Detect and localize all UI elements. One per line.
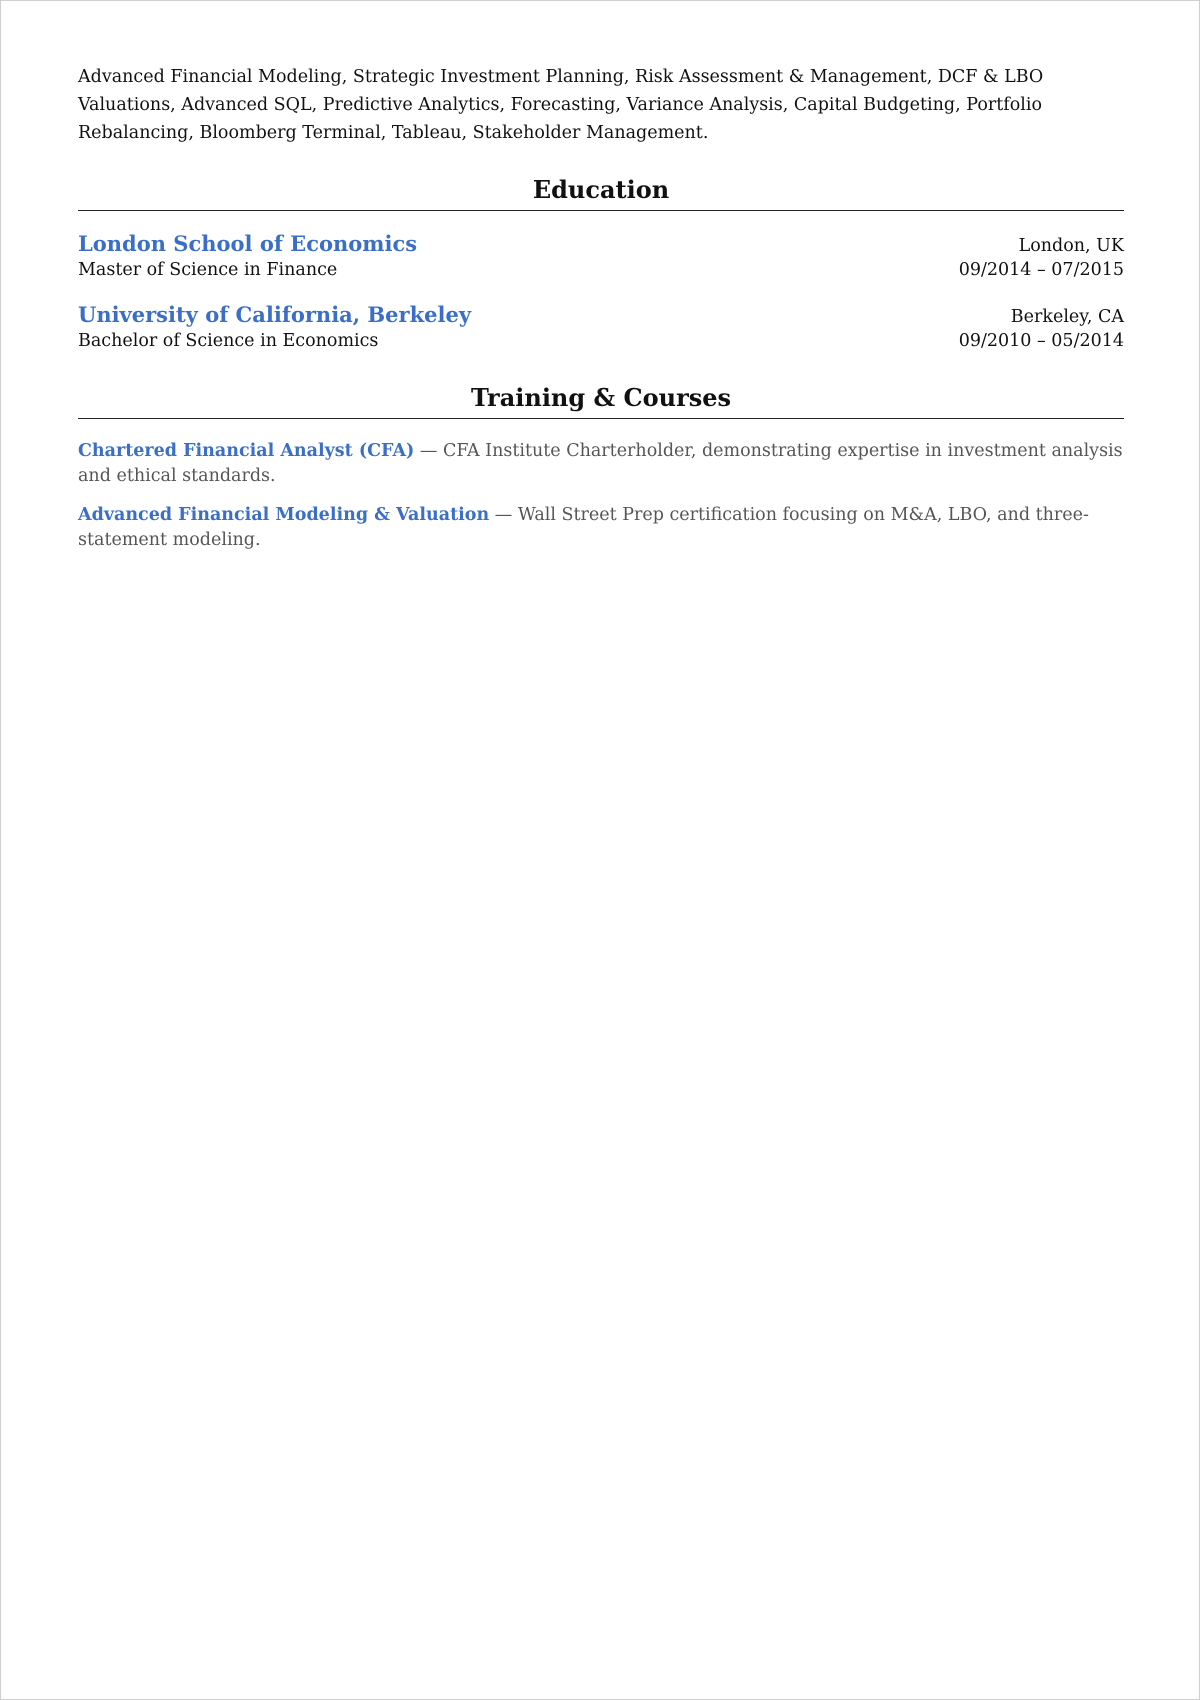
training-heading: Training & Courses [78,383,1124,419]
education-list [78,231,1124,353]
course-description: Wall Street Prep certification focusing on M&A, LBO, and three-statement modeling. [78,505,1089,550]
education-degree: Master of Science in Finance [78,260,338,280]
education-location: Berkeley, CA [1010,307,1124,327]
course-separator: — [489,505,518,525]
education-entry [78,302,1124,353]
course-name: Chartered Financial Analyst (CFA) [78,441,415,461]
education-location: London, UK [1018,236,1124,256]
course-separator: — [414,441,443,461]
course-description: CFA Institute Charterholder, demonstrating expertise in investment analysis and ethical standards. [78,441,1123,486]
education-entry-details [78,329,1124,353]
education-entry-header [78,231,1124,258]
education-school: University of California, Berkeley [78,302,472,327]
education-degree: Bachelor of Science in Economics [78,331,379,351]
education-heading: Education [78,175,1124,211]
education-entry-details [78,258,1124,282]
education-dates: 09/2010 – 05/2014 [958,331,1124,351]
education-entry-header [78,302,1124,329]
course-name: Advanced Financial Modeling & Valuation [78,505,490,525]
course-item [78,503,1124,553]
education-dates: 09/2014 – 07/2015 [958,260,1124,280]
skills-summary: Advanced Financial Modeling, Strategic Investment Planning, Risk Assessment & Management, DCF & LBO Valuations, Advanced SQL, Predictive Analytics, Forecasting, Variance Analysis, Capital Budgeting, Portfolio Rebalancing, Bloomberg Terminal, Tableau, Stakeholder Management. [78,67,1044,143]
education-entry [78,231,1124,282]
resume-content [78,63,1124,567]
course-item [78,439,1124,489]
training-list [78,439,1124,553]
education-school: London School of Economics [78,231,418,256]
